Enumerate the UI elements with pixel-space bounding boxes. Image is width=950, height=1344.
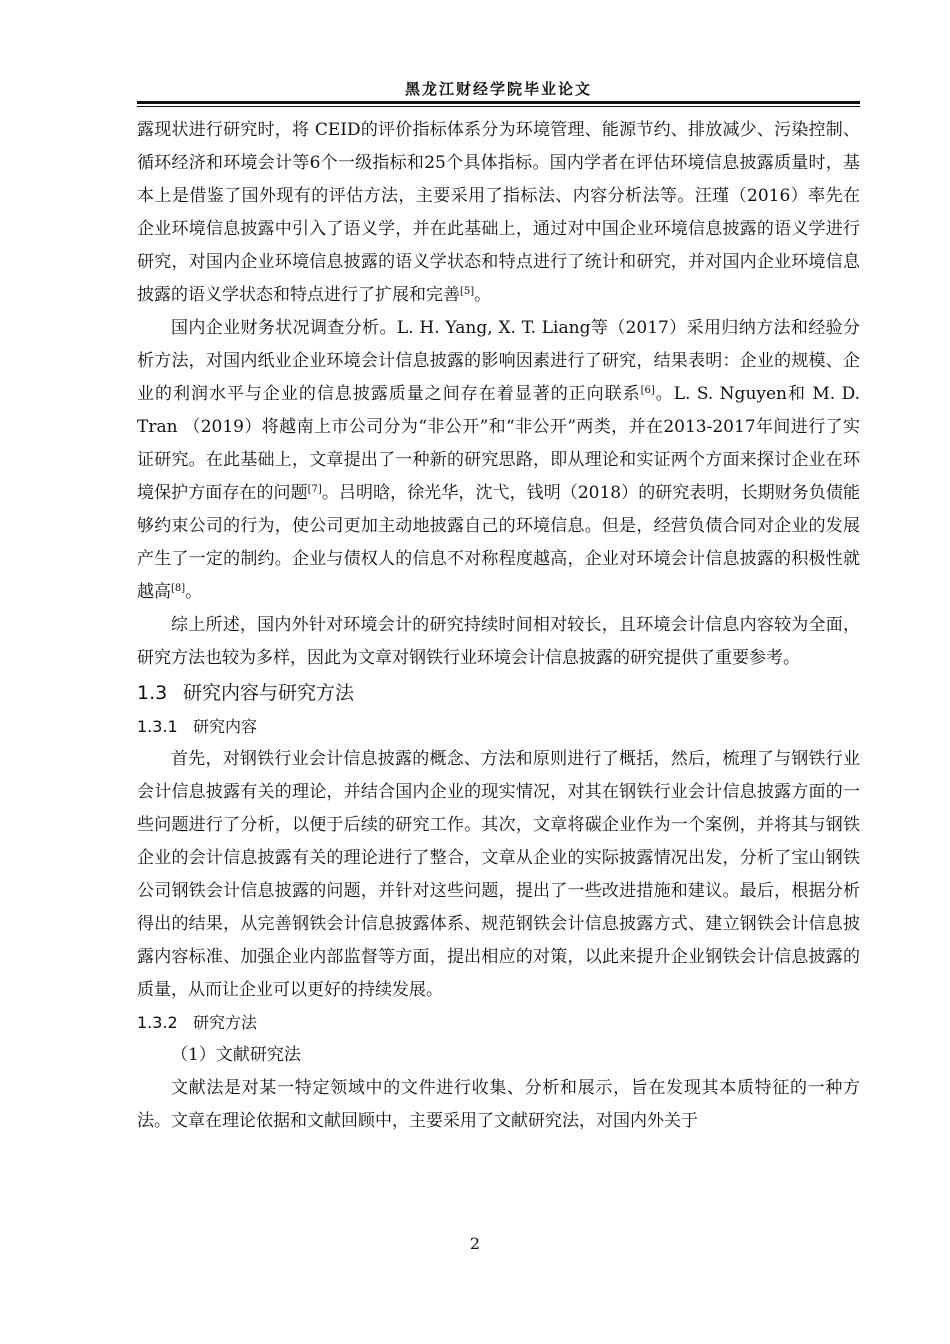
paragraph-4: 首先，对钢铁行业会计信息披露的概念、方法和原则进行了概括，然后，梳理了与钢铁行业会计信息披露有关的理论，并结合国内企业的现实情况，对其在钢铁行业会计信息披露方面的一些问题进行了分析，以便于后续的研究工作。其次，文章将碳企业作为一个案例，并将其与钢铁企业的会计信息披露有关的理论进行了整合，文章从企业的实际披露情况出发，分析了宝山钢铁公司钢铁会计信息披露的问题，并针对这些问题，提出了一些改进措施和建议。最后，根据分析得出的结果，从完善钢铁会计信息披露体系、规范钢铁会计信息披露方式、建立钢铁会计信息披露内容标准、加强企业内部监督等方面，提出相应的对策，以此来提升企业钢铁会计信息披露的质量，从而让企业可以更好的持续发展。 — [137, 749, 860, 1000]
section-number: 1.3 — [137, 682, 168, 704]
paragraph-5: 文献法是对某一特定领域中的文件进行收集、分析和展示，旨在发现其本质特征的一种方法。文章在理论依据和文献回顾中，主要采用了文献研究法，对国内外关于 — [137, 1078, 860, 1131]
citation-5: [5] — [460, 286, 475, 297]
section-heading-1-3 — [137, 675, 860, 711]
subsection-title: 研究方法 — [193, 1013, 258, 1032]
paragraph-1-end: 。 — [474, 285, 492, 305]
citation-7: [7] — [307, 484, 322, 495]
page-header-title: 黑龙江财经学院毕业论文 — [404, 80, 592, 98]
header-rule-thick — [137, 101, 860, 104]
paragraph-1-text: 露现状进行研究时，将 CEID的评价指标体系分为环境管理、能源节约、排放减少、污染控制、循环经济和环境会计等6个一级指标和25个具体指标。国内学者在评估环境信息披露质量时，基本上是借鉴了国外现有的评估方法，主要采用了指标法、内容分析法等。汪瑾（2016）率先在企业环境信息披露中引入了语义学，并在此基础上，通过对中国企业环境信息披露的语义学进行研究，对国内企业环境信息披露的语义学状态和特点进行了统计和研究，并对国内企业环境信息披露的语义学状态和特点进行了扩展和完善 — [137, 120, 860, 305]
paragraph-2-end: 。 — [185, 582, 203, 602]
subsection-number: 1.3.2 — [137, 1013, 178, 1032]
citation-6: [6] — [640, 385, 655, 396]
section-title: 研究内容与研究方法 — [183, 682, 355, 704]
subsection-number: 1.3.1 — [137, 717, 178, 736]
page-body — [137, 114, 860, 1138]
header-rule-thin — [137, 106, 860, 107]
paragraph-2 — [137, 312, 860, 609]
subsection-title: 研究内容 — [193, 717, 258, 736]
paragraph-2-text-b: 。L. S. Nguyen和 M. D. Tran （2019）将越南上市公司分为“非公开”和“非公开”两类，并在2013-2017年间进行了实证研究。在此基础上，文章提出了一种新的研究思路，即从理论和实证两个方面来探讨企业在环境保护方面存在的问题 — [137, 384, 860, 503]
citation-8: [8] — [171, 583, 186, 594]
subsection-heading-1-3-1 — [137, 711, 860, 743]
paragraph-1 — [137, 114, 860, 312]
paragraph-2-text-c: 。吕明晗，徐光华，沈弋，钱明（2018）的研究表明，长期财务负债能够约束公司的行为，使公司更加主动地披露自己的环境信息。但是，经营负债合同对企业的发展产生了一定的制约。企业与债权人的信息不对称程度越高，企业对环境会计信息披露的积极性就越高 — [137, 483, 860, 602]
paragraph-2-text-a: 国内企业财务状况调查分析。L. H. Yang, X. T. Liang等（2017）采用归纳方法和经验分析方法，对国内纸业企业环境会计信息披露的影响因素进行了研究，结果表明：企业的规模、企业的利润水平与企业的信息披露质量之间存在着显著的正向联系 — [137, 318, 860, 404]
subsection-heading-1-3-2 — [137, 1007, 860, 1039]
paragraph-3: 综上所述，国内外针对环境会计的研究持续时间相对较长，且环境会计信息内容较为全面，研究方法也较为多样，因此为文章对钢铁行业环境会计信息披露的研究提供了重要参考。 — [137, 615, 860, 668]
page-number: 2 — [469, 1234, 481, 1253]
method-1-heading: （1）文献研究法 — [171, 1045, 301, 1065]
